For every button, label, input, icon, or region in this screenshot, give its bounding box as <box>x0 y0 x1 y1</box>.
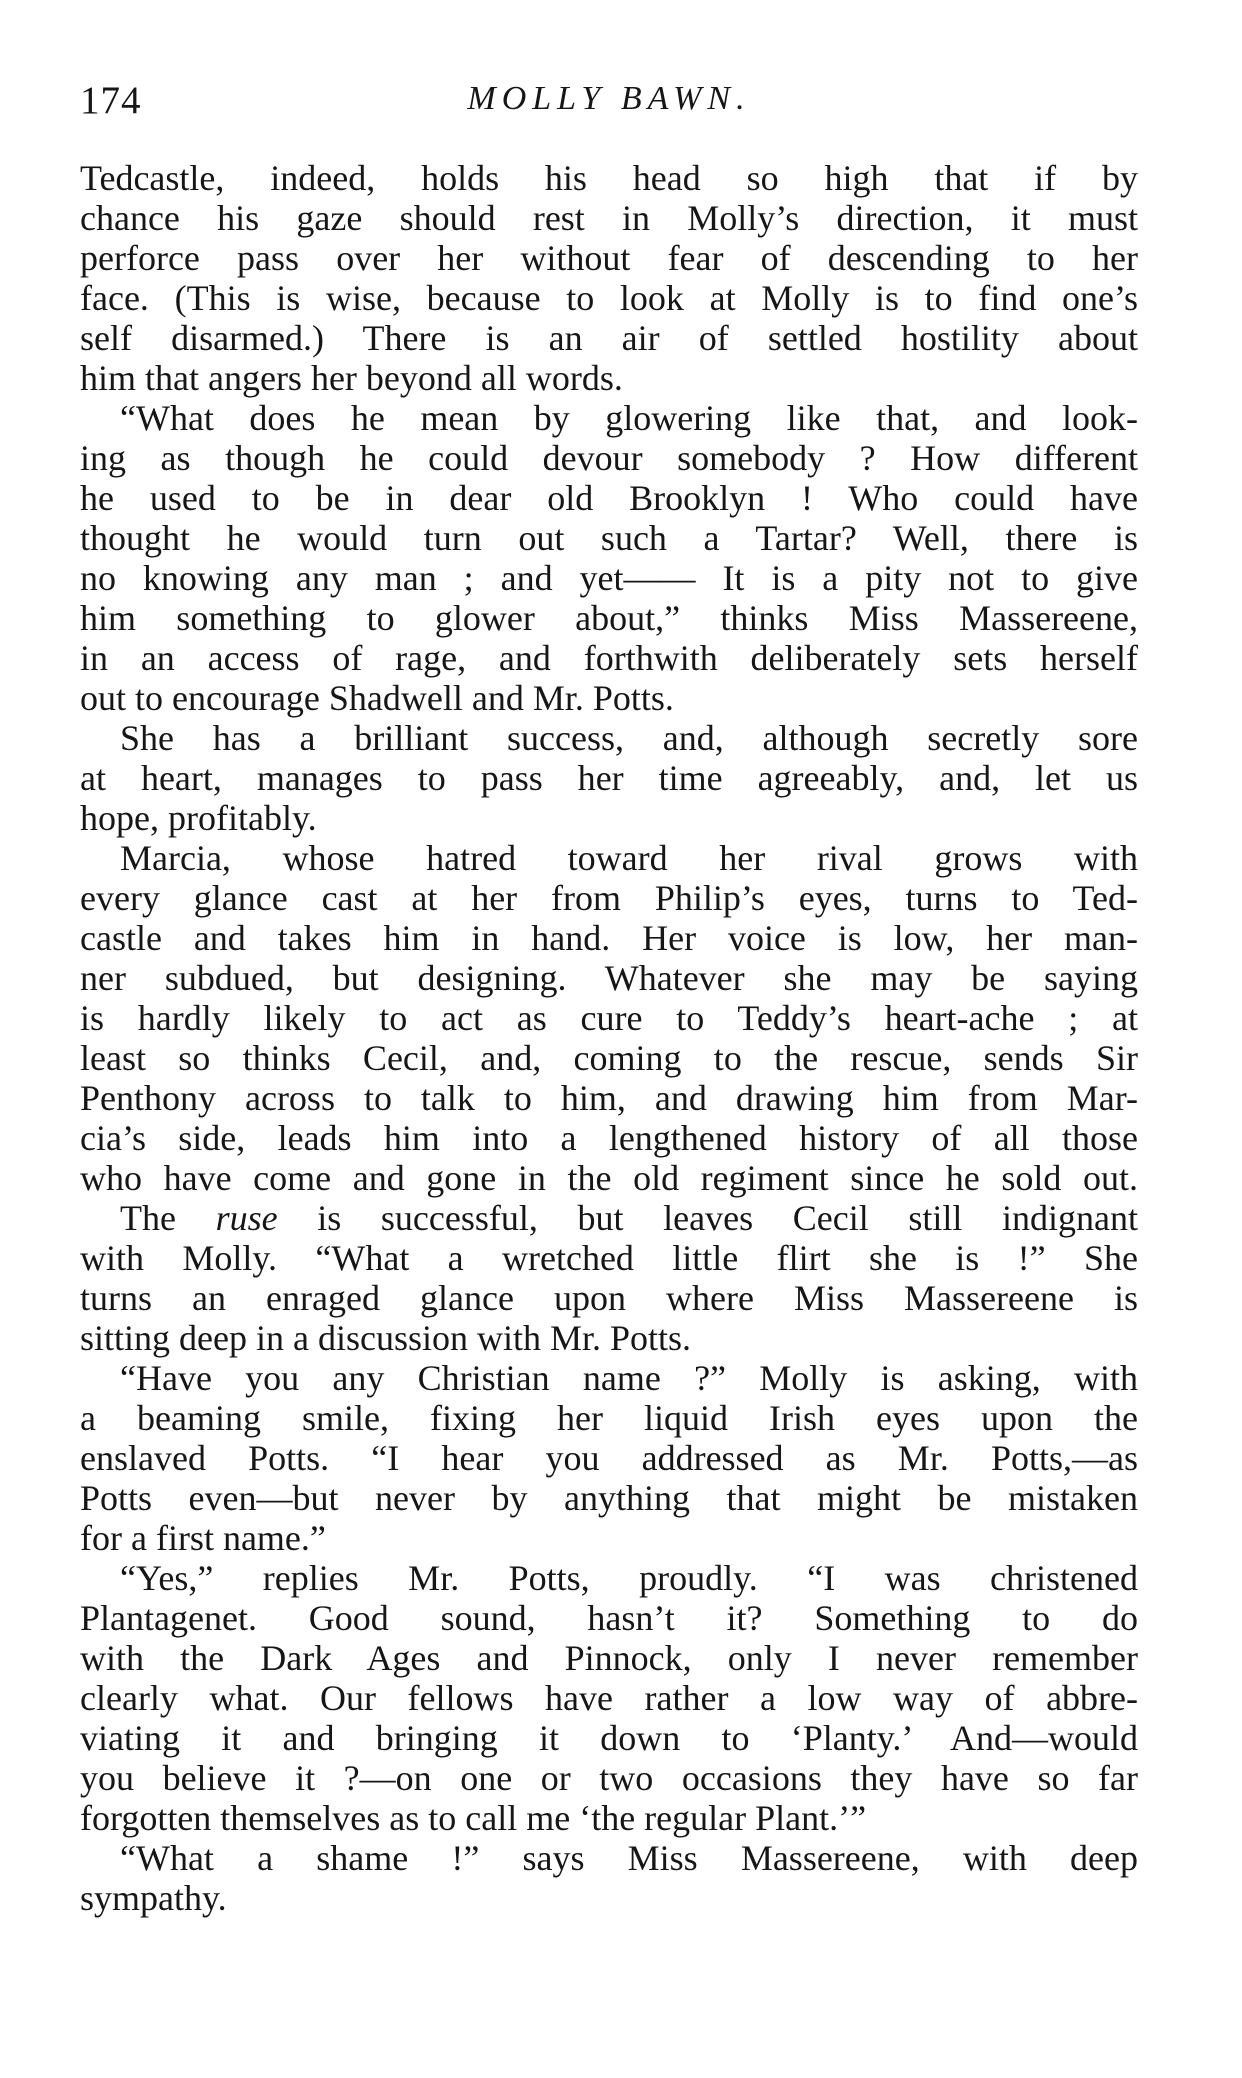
text-line: viating it and bringing it down to ‘Planty.’ And—would <box>80 1718 1138 1758</box>
text-line: clearly what. Our fellows have rather a low way of abbre- <box>80 1678 1138 1718</box>
text-line: perforce pass over her without fear of descending to her <box>80 238 1138 278</box>
running-title: MOLLY BAWN. <box>467 80 751 117</box>
text-line: ner subdued, but designing. Whatever she may be saying <box>80 958 1138 998</box>
text-line: Marcia, whose hatred toward her rival grows with <box>120 838 1138 878</box>
text-line: him something to glower about,” thinks Miss Massereene, <box>80 598 1138 638</box>
text-line: least so thinks Cecil, and, coming to the rescue, sends Sir <box>80 1038 1138 1078</box>
text-line: him that angers her beyond all words. <box>80 358 623 398</box>
text-line: She has a brilliant success, and, although secretly sore <box>120 718 1138 758</box>
text-line: Potts even—but never by anything that might be mistaken <box>80 1478 1138 1518</box>
text-line: “What a shame !” says Miss Massereene, with deep <box>120 1838 1138 1878</box>
text-line: ing as though he could devour somebody ? How different <box>80 438 1138 478</box>
text-line: out to encourage Shadwell and Mr. Potts. <box>80 678 674 718</box>
text-line: with Molly. “What a wretched little flirt she is !” She <box>80 1238 1138 1278</box>
text-line: hope, profitably. <box>80 798 317 838</box>
page-number: 174 <box>80 79 142 122</box>
text-line: you believe it ?—on one or two occasions they have so far <box>80 1758 1138 1798</box>
text-line: sitting deep in a discussion with Mr. Potts. <box>80 1318 692 1358</box>
text-line: Plantagenet. Good sound, hasn’t it? Something to do <box>80 1598 1138 1638</box>
text-line: for a first name.” <box>80 1518 326 1558</box>
text-line: in an access of rage, and forthwith deliberately sets herself <box>80 638 1138 678</box>
text-line: is hardly likely to act as cure to Teddy’s heart-ache ; at <box>80 998 1138 1038</box>
text-line: The ruse is successful, but leaves Cecil still indignant <box>120 1198 1138 1238</box>
text-line: cia’s side, leads him into a lengthened history of all those <box>80 1118 1138 1158</box>
text-line: at heart, manages to pass her time agreeably, and, let us <box>80 758 1138 798</box>
text-line: “What does he mean by glowering like that, and look- <box>120 398 1138 438</box>
text-line: “Have you any Christian name ?” Molly is asking, with <box>120 1358 1138 1398</box>
text-line: forgotten themselves as to call me ‘the regular Plant.’” <box>80 1798 867 1838</box>
text-line: with the Dark Ages and Pinnock, only I never remember <box>80 1638 1138 1678</box>
text-line: every glance cast at her from Philip’s eyes, turns to Ted- <box>80 878 1138 918</box>
text-line: chance his gaze should rest in Molly’s direction, it must <box>80 198 1138 238</box>
text-line: he used to be in dear old Brooklyn ! Who could have <box>80 478 1138 518</box>
text-line: who have come and gone in the old regiment since he sold out. <box>80 1158 1138 1198</box>
text-line: Penthony across to talk to him, and drawing him from Mar- <box>80 1078 1138 1118</box>
text-line: “Yes,” replies Mr. Potts, proudly. “I was christened <box>120 1558 1138 1598</box>
text-line: castle and takes him in hand. Her voice is low, her man- <box>80 918 1138 958</box>
text-line: sympathy. <box>80 1878 227 1918</box>
text-line: turns an enraged glance upon where Miss Massereene is <box>80 1278 1138 1318</box>
text-line: self disarmed.) There is an air of settled hostility about <box>80 318 1138 358</box>
text-line: a beaming smile, fixing her liquid Irish eyes upon the <box>80 1398 1138 1438</box>
text-line: enslaved Potts. “I hear you addressed as Mr. Potts,—as <box>80 1438 1138 1478</box>
body-text <box>80 158 1138 1918</box>
text-line: thought he would turn out such a Tartar? Well, there is <box>80 518 1138 558</box>
text-line: face. (This is wise, because to look at Molly is to find one’s <box>80 278 1138 318</box>
text-line: no knowing any man ; and yet—— It is a pity not to give <box>80 558 1138 598</box>
text-line: Tedcastle, indeed, holds his head so high that if by <box>80 158 1138 198</box>
page-header <box>80 78 1138 130</box>
